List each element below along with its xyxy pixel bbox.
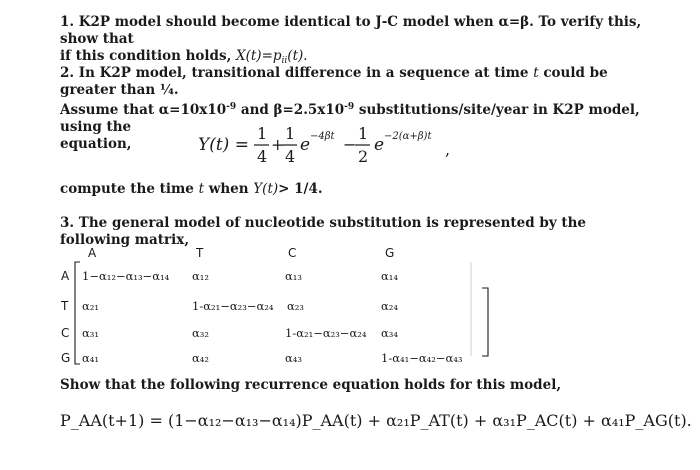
cell-G-T: α₄₂: [192, 351, 209, 365]
row-header-T: T: [61, 299, 69, 313]
cell-T-G: α₂₄: [381, 299, 398, 313]
question-1-text: if this condition holds,: [60, 48, 232, 64]
question-3-intro: 3. The general model of nucleotide substitution is represented by the following matrix,: [60, 215, 587, 248]
fraction-2-numerator: 1: [285, 124, 296, 143]
cell-T-T: 1-α₂₁−α₂₃−α₂₄: [192, 299, 274, 313]
cell-G-G: 1-α₄₁−α₄₂−α₄₃: [381, 351, 463, 365]
cell-A-C: α₁₃: [285, 269, 302, 283]
row-header-G: G: [61, 351, 71, 365]
cell-T-C: α₂₃: [287, 299, 304, 313]
question-1-formula: $X(t)=p_{ii}(t)$.: [236, 48, 308, 66]
cell-C-C: 1-α₂₁−α₂₃−α₂₄: [285, 326, 367, 340]
cell-C-G: α₃₄: [381, 326, 398, 340]
exp-base-1: e: [300, 135, 311, 155]
cell-C-A: α₃₁: [82, 326, 99, 340]
question-3-prompt: Show that the following recurrence equation holds for this model,: [60, 377, 562, 393]
k2p-equation: [198, 117, 458, 171]
col-header-C: C: [288, 246, 297, 260]
cell-A-A: 1−α₁₂−α₁₃−α₁₄: [82, 269, 170, 283]
fraction-1-numerator: 1: [257, 124, 268, 143]
col-header-T: T: [196, 246, 204, 260]
cell-A-T: α₁₂: [192, 269, 209, 283]
question-2-line-4: compute the time t when Y(t)> 1/4.: [60, 181, 323, 197]
equation-comma: ,: [445, 140, 451, 159]
plus-sign: +: [271, 135, 285, 154]
exponent-1: −4βt: [310, 131, 335, 142]
cell-C-T: α₃₂: [192, 326, 209, 340]
equation-lhs: Y(t) =: [198, 135, 249, 155]
right-bracket: [482, 288, 488, 356]
cell-T-A: α₂₁: [82, 299, 99, 313]
cell-G-C: α₄₃: [285, 351, 302, 365]
question-2-line-1: 2. In K2P model, transitional difference in a sequence at time t could be greater than ¼.: [60, 65, 608, 98]
row-header-C: C: [61, 326, 70, 340]
fraction-1-denominator: 4: [257, 147, 268, 166]
recurrence-equation: P_AA(t+1) = (1−α₁₂−α₁₃−α₁₄)P_AA(t) + α₂₁P_AT(t) + α₃₁P_AC(t) + α₄₁P_AG(t).: [60, 411, 692, 430]
exponent-2: −2(α+β)t: [384, 131, 432, 142]
fraction-3-denominator: 2: [358, 147, 369, 166]
col-header-G: G: [385, 246, 395, 260]
row-header-A: A: [61, 269, 70, 283]
question-1-line-1: 1. K2P model should become identical to J-C model when α=β. To verify this, show that: [60, 14, 642, 47]
cell-G-A: α₄₁: [82, 351, 99, 365]
exp-base-2: e: [374, 135, 385, 155]
question-1: [60, 14, 660, 70]
fraction-2-denominator: 4: [285, 147, 296, 166]
col-header-A: A: [88, 246, 97, 260]
minus-sign: −: [343, 135, 357, 154]
question-2-line-2: Assume that $\alpha=10x10^{-9}$ and $\beta=2.5x10^{-9}$ substitutions/site/year in K2P model, using the: [60, 102, 640, 135]
left-bracket: [75, 262, 80, 364]
fraction-3-numerator: 1: [358, 124, 369, 143]
question-2-line-3: equation,: [60, 136, 132, 152]
cell-A-G: α₁₄: [381, 269, 398, 283]
